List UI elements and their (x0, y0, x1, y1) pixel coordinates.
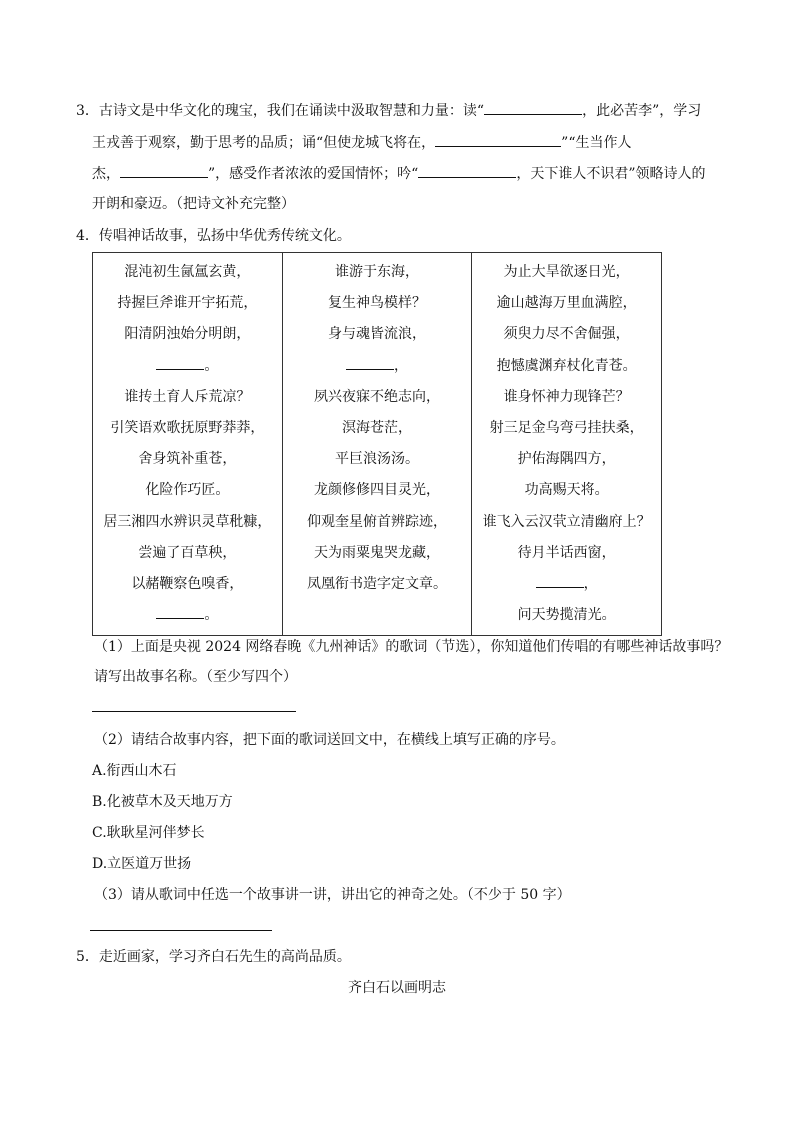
lyric-line-blank (93, 600, 282, 631)
q3-text: 杰， (92, 166, 120, 182)
lyric-line: 身与魂皆流浪， (327, 326, 426, 343)
lyric-line: 仰观奎星俯首辨踪迹， (306, 513, 447, 530)
lyric-line: 问天势揽清光。 (517, 607, 616, 624)
lyric-line: 引笑语欢歌抚原野莽莽， (110, 419, 265, 436)
lyric-line: 尝遍了百草秧， (138, 544, 237, 561)
answer-blank[interactable] (346, 355, 394, 370)
lyrics-column-1 (93, 253, 283, 636)
lyric-line: 为止大旱欲逐日光， (503, 264, 630, 280)
lyric-line: 溟海苍茫， (341, 419, 412, 436)
punctuation: 。 (204, 607, 219, 624)
answer-blank[interactable] (484, 100, 582, 115)
lyric-line: 混沌初生氤氲玄黄， (124, 264, 251, 280)
lyric-line: 须臾力尽不舍倔强， (503, 326, 630, 343)
lyric-line: 谁身怀神力现锋芒？ (503, 388, 630, 405)
lyric-line: 以赭鞭察色嗅香， (131, 575, 244, 592)
lyric-line: 谁抟土育人斥荒凉？ (124, 388, 251, 405)
answer-line[interactable] (90, 930, 272, 931)
answer-blank[interactable] (156, 355, 204, 370)
lyric-line: 阳清阴浊始分明朗， (124, 326, 251, 343)
lyrics-column-3 (472, 253, 662, 636)
lyric-line: 射三足金乌弯弓挂扶桑， (489, 419, 644, 436)
lyric-line: 谁游于东海， (334, 264, 419, 280)
lyric-line: 夙兴夜寐不绝志向， (313, 388, 440, 405)
lyrics-table (92, 252, 662, 636)
lyric-line-blank (93, 351, 282, 382)
q3-text: ”，感受作者浓浓的爱国情怀；吟“ (208, 166, 419, 182)
punctuation: ， (583, 575, 598, 592)
q3-text: 王戎善于观察，勤于思考的品质；诵“但使龙城飞将在， (92, 135, 436, 151)
answer-line[interactable] (92, 711, 296, 712)
q4-sub1-line-2: 请写出故事名称。（至少写四个） (94, 669, 297, 685)
q4-sub3: （3）请从歌词中任选一个故事讲一讲，讲出它的神奇之处。（不少于 50 字） (94, 887, 571, 903)
answer-blank[interactable] (156, 604, 204, 619)
option-c: C.耿耿星河伴梦长 (92, 825, 205, 841)
q3-text: 3．古诗文是中华文化的瑰宝，我们在诵读中汲取智慧和力量：读“ (76, 103, 485, 119)
answer-blank[interactable] (435, 132, 561, 147)
lyric-line: 功高赐天将。 (524, 482, 609, 499)
lyric-line: 凤凰衔书造字定文章。 (306, 575, 447, 592)
lyric-line: 化险作巧匠。 (145, 482, 230, 499)
q5-title: 5．走近画家，学习齐白石先生的高尚品质。 (76, 949, 351, 965)
q3-line-1 (76, 100, 701, 121)
lyric-line-blank (472, 569, 661, 600)
q3-line-2 (92, 132, 631, 153)
q3-text: ，天下谁人不识君”领略诗人的 (516, 166, 706, 182)
q5-article-title: 齐白石以画明志 (348, 980, 446, 996)
lyric-line: 逾山越海万里血满腔， (496, 295, 637, 312)
q4-sub2: （2）请结合故事内容，把下面的歌词送回文中，在横线上填写正确的序号。 (94, 732, 565, 748)
lyric-line: 平巨浪汤汤。 (334, 451, 419, 468)
lyric-line: 抱憾虞渊弃杖化青苍。 (496, 357, 637, 374)
lyric-line: 居三湘四水辨识灵草秕糠， (103, 513, 272, 530)
option-a: A.衔西山木石 (92, 763, 177, 779)
lyric-line: 龙颜修修四目灵光， (313, 482, 440, 499)
lyric-line: 护佑海隅四方， (517, 451, 616, 468)
q3-text: ，此必苦李”，学习 (582, 103, 702, 119)
lyric-line: 谁飞入云汉茕立清幽府上？ (482, 513, 651, 530)
answer-blank[interactable] (120, 163, 208, 178)
q3-line-3 (92, 163, 706, 184)
lyric-line: 持握巨斧谁开宇拓荒， (117, 295, 258, 312)
lyric-line: 待月半话西窗， (517, 544, 616, 561)
q4-title: 4．传唱神话故事，弘扬中华优秀传统文化。 (76, 228, 351, 244)
lyrics-column-2 (282, 253, 472, 636)
lyric-line-blank (283, 351, 472, 382)
lyric-line: 舍身筑补重苍， (138, 451, 237, 468)
q4-sub1-line-1: （1）上面是央视 2024 网络春晚《九州神话》的歌词（节选），你知道他们传唱的有哪些神话故事吗？ (94, 639, 729, 655)
q3-text: ”“生当作人 (561, 135, 632, 151)
q3-line-4: 开朗和豪迈。（把诗文补充完整） (92, 196, 295, 212)
answer-blank[interactable] (536, 573, 584, 588)
answer-blank[interactable] (418, 163, 516, 178)
lyric-line: 复生神鸟模样？ (327, 295, 426, 312)
punctuation: 。 (204, 357, 219, 374)
option-d: D.立医道万世扬 (92, 856, 192, 872)
punctuation: ， (393, 357, 408, 374)
option-b: B.化被草木及天地万方 (92, 794, 233, 810)
lyric-line: 天为雨粟鬼哭龙藏， (313, 544, 440, 561)
